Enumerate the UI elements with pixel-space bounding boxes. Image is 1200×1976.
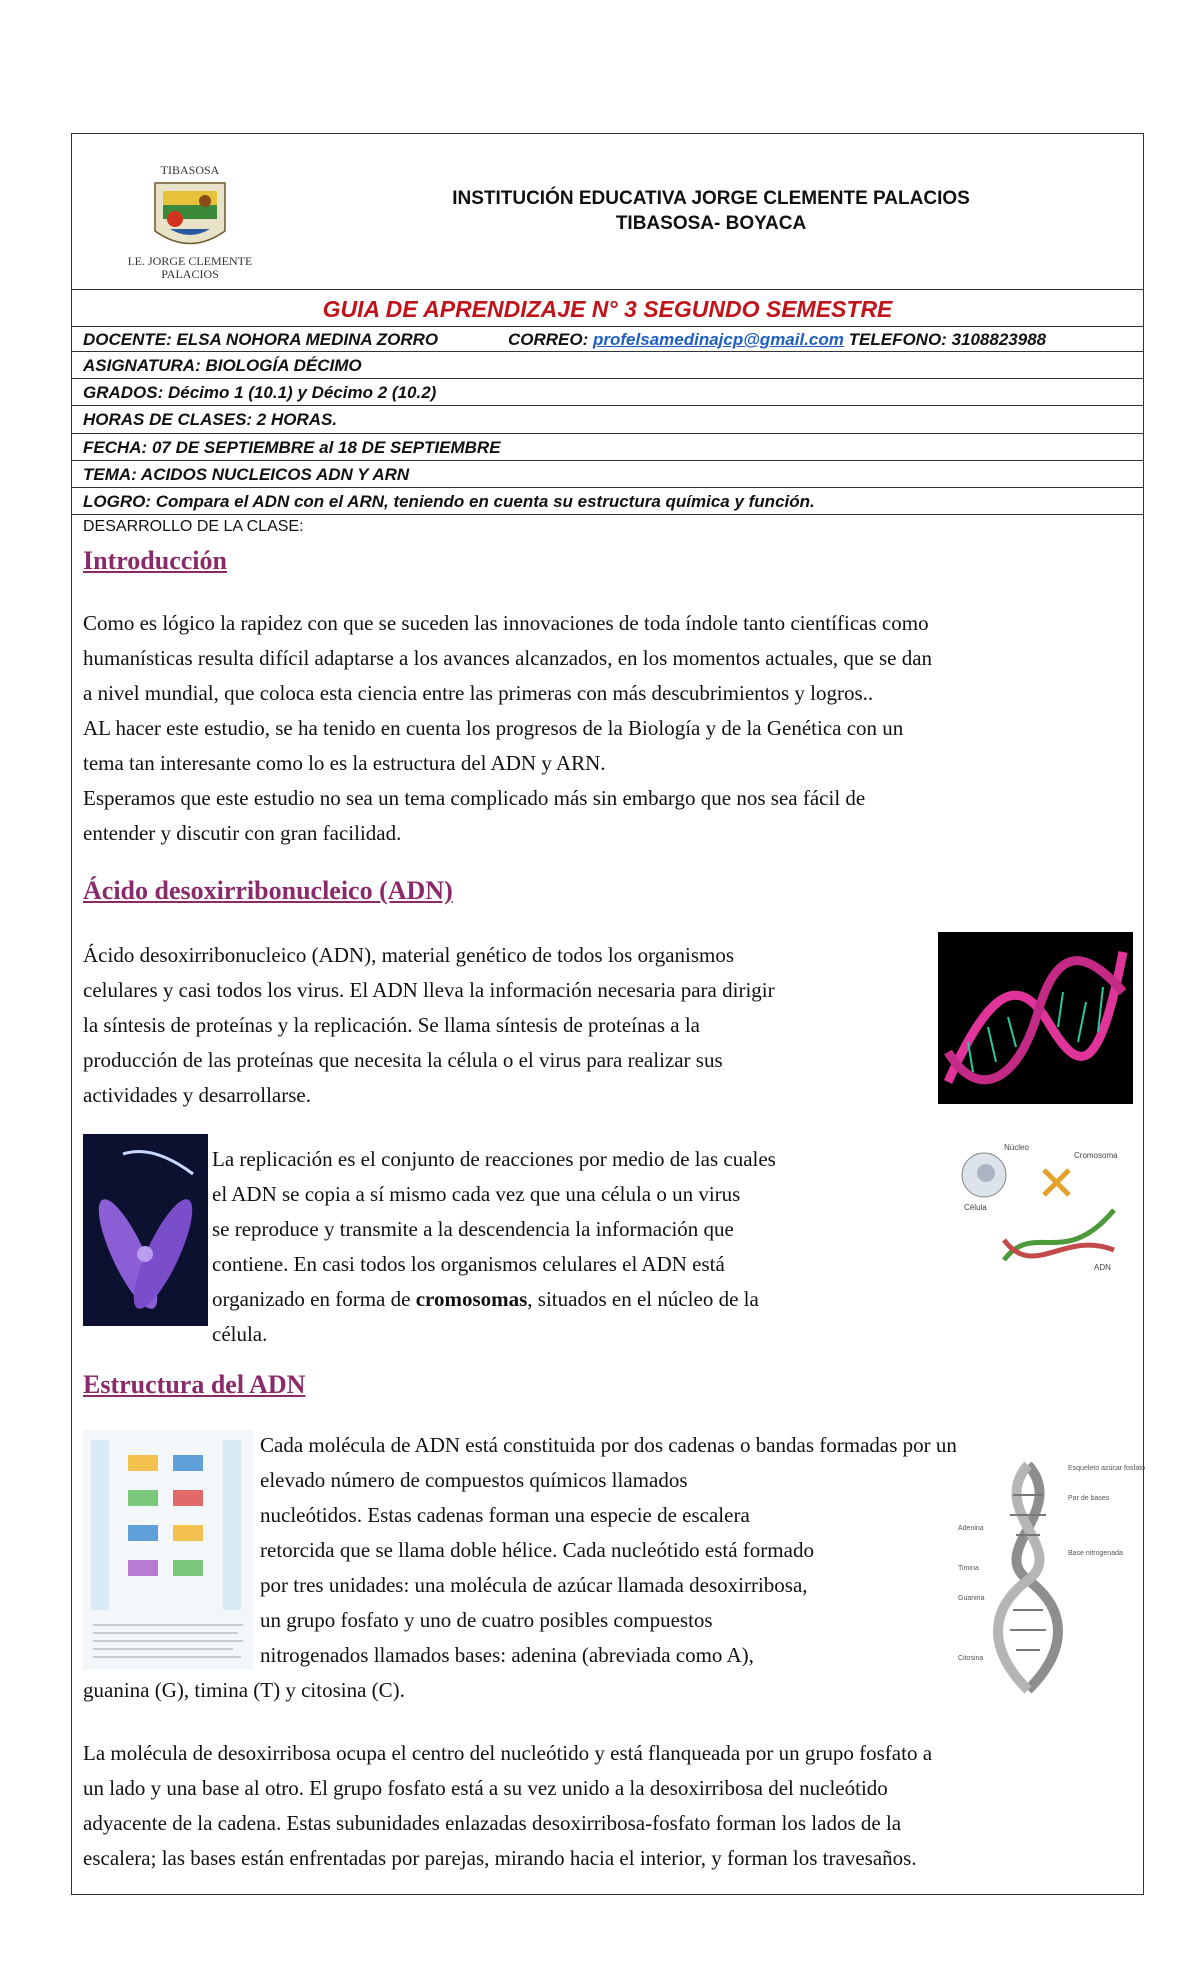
text-line: La molécula de desoxirribosa ocupa el centro del nucleótido y está flanqueada por un grupo fosfato a <box>83 1741 933 1765</box>
svg-text:Núcleo: Núcleo <box>1004 1143 1029 1152</box>
text-line: producción de las proteínas que necesita la célula o el virus para realizar sus <box>83 1048 723 1072</box>
estructura-paragraph-top <box>260 1428 957 1673</box>
double-helix-diagram <box>958 1460 1146 1692</box>
cromosomas-bold: cromosomas <box>415 1287 528 1311</box>
text-line: Ácido desoxirribonucleico (ADN), material genético de todos los organismos <box>83 943 735 967</box>
cell-chromosome-diagram <box>944 1140 1129 1280</box>
docente-text: DOCENTE: ELSA NOHORA MEDINA ZORRO <box>83 330 439 349</box>
text-line: nitrogenados llamados bases: adenina (abreviada como A), <box>260 1643 754 1667</box>
svg-text:Par de bases: Par de bases <box>1068 1495 1110 1502</box>
fecha-row: FECHA: 07 DE SEPTIEMBRE al 18 DE SEPTIEMBRE <box>71 434 1144 461</box>
text-line: por tres unidades: una molécula de azúcar llamada desoxirribosa, <box>260 1573 808 1597</box>
replicacion-paragraph <box>212 1142 776 1352</box>
text-line: entender y discutir con gran facilidad. <box>83 821 402 845</box>
institution-name: INSTITUCIÓN EDUCATIVA JORGE CLEMENTE PALACIOS <box>452 188 970 209</box>
text-line: un grupo fosfato y uno de cuatro posibles compuestos <box>260 1608 713 1632</box>
logro-row: LOGRO: Compara el ADN con el ARN, teniendo en cuenta su estructura química y función. <box>71 488 1144 515</box>
text-line: un lado y una base al otro. El grupo fosfato está a su vez unido a la desoxirribosa del nucleótido <box>83 1776 888 1800</box>
tema-row: TEMA: ACIDOS NUCLEICOS ADN Y ARN <box>71 461 1144 488</box>
text-line: el ADN se copia a sí mismo cada vez que una célula o un virus <box>212 1182 741 1206</box>
docente-row <box>71 327 1144 352</box>
text-line: humanísticas resulta difícil adaptarse a los avances alcanzados, en los momentos actuales, que se dan <box>83 646 933 670</box>
final-paragraph <box>83 1736 932 1876</box>
text-line: a nivel mundial, que coloca esta ciencia entre las primeras con más descubrimientos y logros.. <box>83 681 874 705</box>
correo-group <box>508 327 1046 352</box>
svg-text:Timina: Timina <box>958 1565 979 1572</box>
text-line: elevado número de compuestos químicos llamados <box>260 1468 688 1492</box>
school-logo <box>115 161 265 283</box>
adn-heading: Ácido desoxirribonucleico (ADN) <box>83 876 453 905</box>
text-line: Cada molécula de ADN está constituida por dos cadenas o bandas formadas por un <box>260 1433 957 1457</box>
text-line: retorcida que se llama doble hélice. Cada nucleótido está formado <box>260 1538 814 1562</box>
text-line: adyacente de la cadena. Estas subunidades enlazadas desoxirribosa-fosfato forman los lados de la <box>83 1811 902 1835</box>
horas-row: HORAS DE CLASES: 2 HORAS. <box>71 406 1144 434</box>
text-line: Como es lógico la rapidez con que se suceden las innovaciones de toda índole tanto científicas como <box>83 611 929 635</box>
nucleotide-diagram <box>83 1430 253 1670</box>
logo-top-text: TIBASOSA <box>160 163 220 177</box>
institution-location: TIBASOSA- BOYACA <box>615 213 807 234</box>
dna-helix-image <box>938 932 1133 1104</box>
text-line: contiene. En casi todos los organismos celulares el ADN está <box>212 1252 725 1276</box>
text-line: tema tan interesante como lo es la estructura del ADN y ARN. <box>83 751 606 775</box>
svg-text:Citosina: Citosina <box>958 1655 984 1662</box>
estructura-heading: Estructura del ADN <box>83 1370 306 1399</box>
intro-heading: Introducción <box>83 546 227 575</box>
svg-text:Célula: Célula <box>964 1203 987 1212</box>
svg-text:Esqueleto azúcar fosfato: Esqueleto azúcar fosfato <box>1068 1465 1146 1472</box>
svg-text:Cromosoma: Cromosoma <box>1074 1151 1118 1160</box>
guide-title: GUIA DE APRENDIZAJE N° 3 SEGUNDO SEMESTRE <box>71 290 1144 327</box>
text-line: célula. <box>212 1322 268 1346</box>
chromosome-image <box>83 1134 208 1326</box>
text-line: La replicación es el conjunto de reacciones por medio de las cuales <box>212 1147 776 1171</box>
adn-paragraph <box>83 938 775 1113</box>
desarrollo-label: DESARROLLO DE LA CLASE: <box>83 518 304 535</box>
text-line: organizado en forma de cromosomas, situados en el núcleo de la <box>212 1287 759 1311</box>
text-line: la síntesis de proteínas y la replicación. Se llama síntesis de proteínas a la <box>83 1013 700 1037</box>
text-line: se reproduce y transmite a la descendencia la información que <box>212 1217 734 1241</box>
text-line: nucleótidos. Estas cadenas forman una especie de escalera <box>260 1503 750 1527</box>
correo-label: CORREO: <box>508 330 589 349</box>
text-line: actividades y desarrollarse. <box>83 1083 311 1107</box>
svg-text:Guanina: Guanina <box>958 1595 985 1602</box>
text-line: celulares y casi todos los virus. El ADN lleva la información necesaria para dirigir <box>83 978 775 1002</box>
svg-text:ADN: ADN <box>1094 1263 1111 1272</box>
telefono-text: TELEFONO: 3108823988 <box>848 330 1047 349</box>
text-line: AL hacer este estudio, se ha tenido en cuenta los progresos de la Biología y de la Genética con un <box>83 716 904 740</box>
svg-text:PALACIOS: PALACIOS <box>161 267 219 281</box>
email-link[interactable]: profelsamedinajcp@gmail.com <box>593 330 844 349</box>
logo-bottom-text: I.E. JORGE CLEMENTE <box>127 254 253 268</box>
estructura-paragraph-end: guanina (G), timina (T) y citosina (C). <box>83 1678 405 1702</box>
document-header <box>71 133 1144 290</box>
asignatura-row: ASIGNATURA: BIOLOGÍA DÉCIMO <box>71 352 1144 379</box>
text-line: escalera; las bases están enfrentadas por parejas, mirando hacia el interior, y forman los travesaños. <box>83 1846 917 1870</box>
svg-text:Adenina: Adenina <box>958 1525 984 1532</box>
text-line: Esperamos que este estudio no sea un tema complicado más sin embargo que nos sea fácil de <box>83 786 866 810</box>
intro-paragraph <box>83 606 932 851</box>
grados-row: GRADOS: Décimo 1 (10.1) y Décimo 2 (10.2) <box>71 379 1144 406</box>
svg-text:Base nitrogenada: Base nitrogenada <box>1068 1550 1123 1557</box>
